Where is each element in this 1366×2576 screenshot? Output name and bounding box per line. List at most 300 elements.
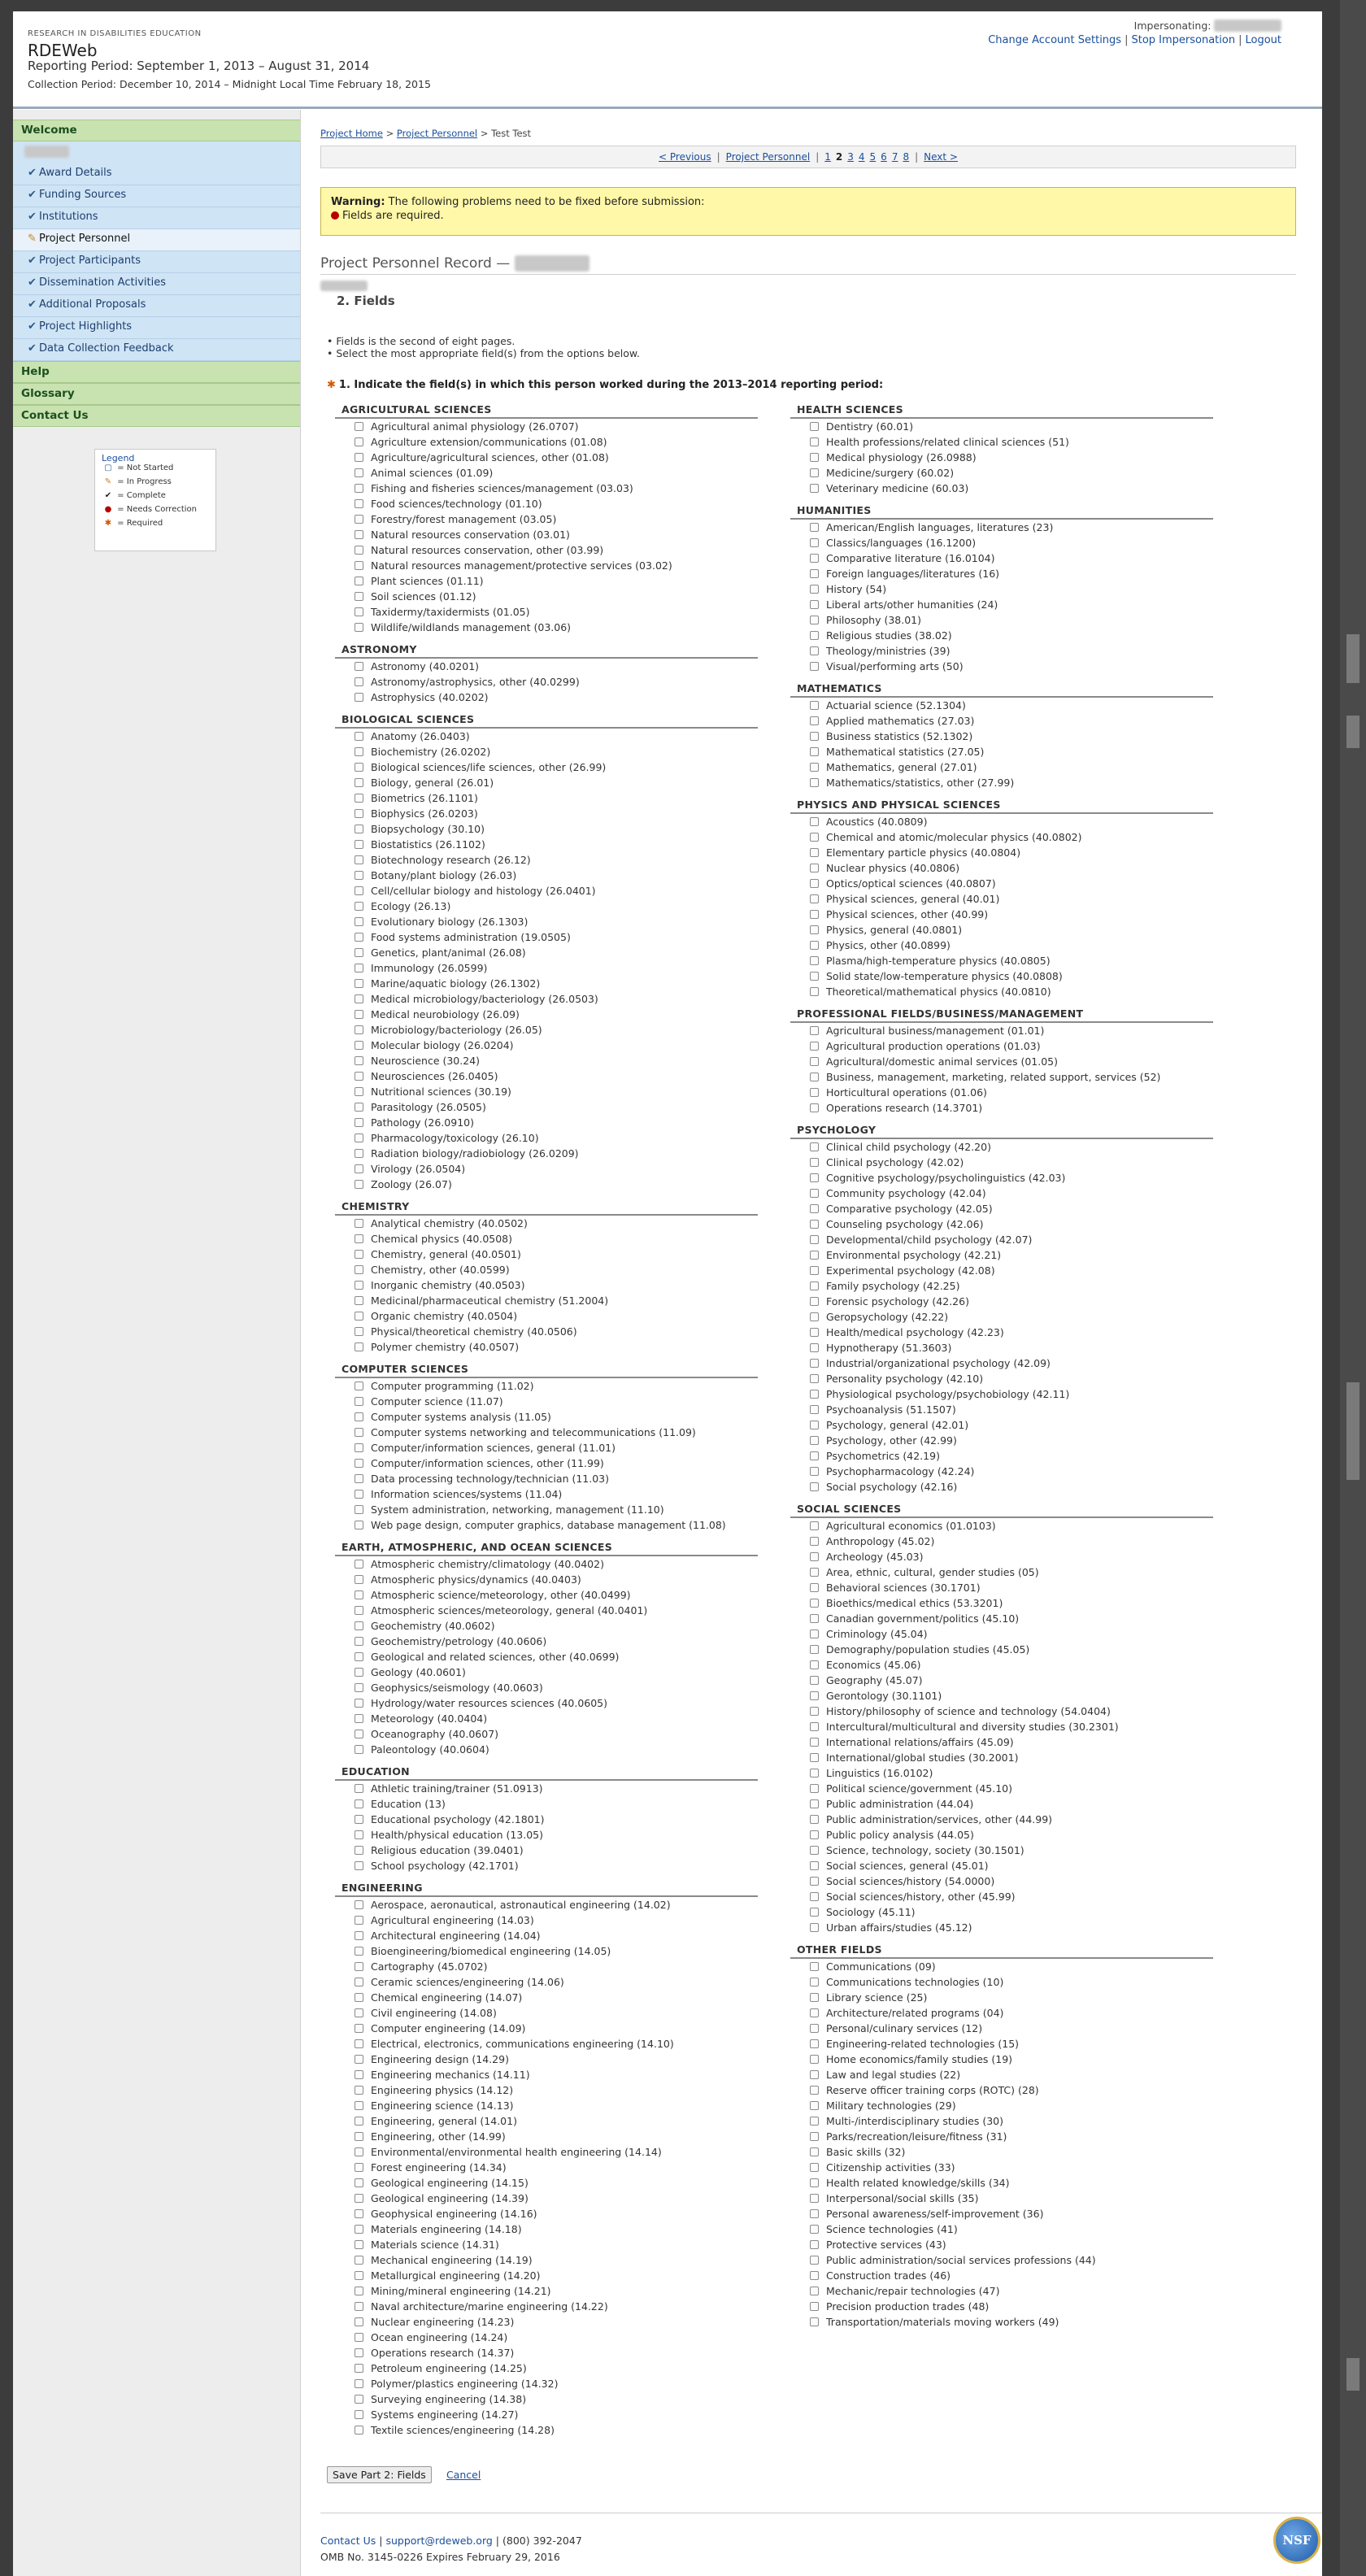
field-checkbox[interactable] xyxy=(810,1088,819,1097)
field-option-label[interactable]: Social sciences, general (45.01) xyxy=(826,1860,989,1872)
field-checkbox[interactable] xyxy=(810,1660,819,1669)
field-checkbox[interactable] xyxy=(810,1405,819,1414)
field-checkbox[interactable] xyxy=(810,716,819,725)
field-option-label[interactable]: Systems engineering (14.27) xyxy=(371,2408,519,2421)
field-checkbox[interactable] xyxy=(810,631,819,640)
field-option-label[interactable]: Animal sciences (01.09) xyxy=(371,467,494,479)
field-option-label[interactable]: Biotechnology research (26.12) xyxy=(371,854,531,866)
field-option-label[interactable]: Personality psychology (42.10) xyxy=(826,1373,984,1385)
field-option-label[interactable]: Multi-/interdisciplinary studies (30) xyxy=(826,2115,1003,2127)
field-checkbox[interactable] xyxy=(810,1173,819,1182)
field-checkbox[interactable] xyxy=(810,1026,819,1035)
field-checkbox[interactable] xyxy=(355,1219,363,1228)
field-checkbox[interactable] xyxy=(355,1652,363,1661)
field-option-label[interactable]: Polymer chemistry (40.0507) xyxy=(371,1341,520,1353)
field-checkbox[interactable] xyxy=(810,1343,819,1352)
field-option-label[interactable]: Psychometrics (42.19) xyxy=(826,1450,940,1462)
field-option-label[interactable]: Geography (45.07) xyxy=(826,1674,923,1686)
field-checkbox[interactable] xyxy=(810,972,819,981)
nav-contact-us[interactable]: Contact Us xyxy=(13,405,300,427)
field-checkbox[interactable] xyxy=(810,1235,819,1244)
field-option-label[interactable]: Military technologies (29) xyxy=(826,2100,956,2112)
field-checkbox[interactable] xyxy=(810,2194,819,2203)
field-checkbox[interactable] xyxy=(355,1149,363,1158)
field-option-label[interactable]: Geophysics/seismology (40.0603) xyxy=(371,1682,543,1694)
field-checkbox[interactable] xyxy=(810,1676,819,1685)
field-checkbox[interactable] xyxy=(355,1560,363,1569)
field-option-label[interactable]: Molecular biology (26.0204) xyxy=(371,1039,514,1051)
field-option-label[interactable]: Cognitive psychology/psycholinguistics (42.03) xyxy=(826,1172,1066,1184)
field-checkbox[interactable] xyxy=(355,2132,363,2141)
field-checkbox[interactable] xyxy=(355,437,363,446)
field-option-label[interactable]: Forestry/forest management (03.05) xyxy=(371,513,557,525)
field-option-label[interactable]: Atmospheric chemistry/climatology (40.0402) xyxy=(371,1558,604,1570)
field-checkbox[interactable] xyxy=(355,2008,363,2017)
field-checkbox[interactable] xyxy=(355,2256,363,2265)
field-option-label[interactable]: Economics (45.06) xyxy=(826,1659,921,1671)
field-checkbox[interactable] xyxy=(810,1568,819,1577)
field-option-label[interactable]: Aerospace, aeronautical, astronautical engineering (14.02) xyxy=(371,1899,671,1911)
field-option-label[interactable]: Personal/culinary services (12) xyxy=(826,2022,983,2034)
field-option-label[interactable]: Metallurgical engineering (14.20) xyxy=(371,2269,541,2282)
field-option-label[interactable]: Computer engineering (14.09) xyxy=(371,2022,526,2034)
field-checkbox[interactable] xyxy=(810,1281,819,1290)
field-option-label[interactable]: Biometrics (26.1101) xyxy=(371,792,478,804)
field-option-label[interactable]: Astronomy/astrophysics, other (40.0299) xyxy=(371,676,580,688)
page-link-7[interactable]: 7 xyxy=(891,151,898,163)
field-option-label[interactable]: Biostatistics (26.1102) xyxy=(371,838,485,851)
field-option-label[interactable]: Geochemistry/petrology (40.0606) xyxy=(371,1635,547,1647)
field-checkbox[interactable] xyxy=(810,616,819,624)
field-option-label[interactable]: Botany/plant biology (26.03) xyxy=(371,869,517,881)
field-checkbox[interactable] xyxy=(355,1342,363,1351)
field-checkbox[interactable] xyxy=(810,2070,819,2079)
field-checkbox[interactable] xyxy=(355,1521,363,1530)
field-checkbox[interactable] xyxy=(810,1892,819,1901)
field-checkbox[interactable] xyxy=(810,2256,819,2265)
field-option-label[interactable]: History/philosophy of science and technology (54.0404) xyxy=(826,1705,1111,1717)
field-checkbox[interactable] xyxy=(355,484,363,493)
field-option-label[interactable]: Family psychology (42.25) xyxy=(826,1280,960,1292)
field-option-label[interactable]: Immunology (26.0599) xyxy=(371,962,488,974)
breadcrumb-project-personnel[interactable]: Project Personnel xyxy=(396,128,478,139)
field-checkbox[interactable] xyxy=(355,561,363,570)
field-checkbox[interactable] xyxy=(810,1962,819,1971)
next-page-link[interactable]: Next > xyxy=(924,151,958,163)
field-checkbox[interactable] xyxy=(810,833,819,842)
field-checkbox[interactable] xyxy=(355,2178,363,2187)
field-option-label[interactable]: Business, management, marketing, related support, services (52) xyxy=(826,1071,1161,1083)
field-checkbox[interactable] xyxy=(355,763,363,772)
field-checkbox[interactable] xyxy=(810,1707,819,1716)
field-checkbox[interactable] xyxy=(810,2302,819,2311)
field-option-label[interactable]: Counseling psychology (42.06) xyxy=(826,1218,984,1230)
sidebar-item-project-highlights[interactable] xyxy=(13,317,300,339)
logout-link[interactable]: Logout xyxy=(1245,34,1281,46)
field-checkbox[interactable] xyxy=(355,2147,363,2156)
field-checkbox[interactable] xyxy=(355,1799,363,1808)
field-option-label[interactable]: Biological sciences/life sciences, other (26.99) xyxy=(371,761,607,773)
field-option-label[interactable]: Agricultural business/management (01.01) xyxy=(826,1025,1045,1037)
field-checkbox[interactable] xyxy=(810,2008,819,2017)
field-checkbox[interactable] xyxy=(355,979,363,988)
field-checkbox[interactable] xyxy=(810,1467,819,1476)
field-option-label[interactable]: Environmental/environmental health engineering (14.14) xyxy=(371,2146,662,2158)
field-option-label[interactable]: Computer science (11.07) xyxy=(371,1395,503,1408)
field-option-label[interactable]: Chemistry, other (40.0599) xyxy=(371,1264,510,1276)
field-checkbox[interactable] xyxy=(355,2410,363,2419)
field-checkbox[interactable] xyxy=(355,2225,363,2234)
field-checkbox[interactable] xyxy=(355,693,363,702)
field-option-label[interactable]: Public policy analysis (44.05) xyxy=(826,1829,974,1841)
field-option-label[interactable]: Protective services (43) xyxy=(826,2239,946,2251)
field-checkbox[interactable] xyxy=(810,1482,819,1491)
field-option-label[interactable]: Health related knowledge/skills (34) xyxy=(826,2177,1010,2189)
field-option-label[interactable]: Philosophy (38.01) xyxy=(826,614,921,626)
field-option-label[interactable]: Data processing technology/technician (11.03) xyxy=(371,1473,609,1485)
field-checkbox[interactable] xyxy=(355,2333,363,2342)
field-checkbox[interactable] xyxy=(355,1962,363,1971)
field-checkbox[interactable] xyxy=(810,2132,819,2141)
field-option-label[interactable]: Communications (09) xyxy=(826,1960,936,1973)
field-option-label[interactable]: Oceanography (40.0607) xyxy=(371,1728,499,1740)
field-option-label[interactable]: Natural resources conservation (03.01) xyxy=(371,529,570,541)
field-checkbox[interactable] xyxy=(810,437,819,446)
field-checkbox[interactable] xyxy=(355,2271,363,2280)
field-option-label[interactable]: Food systems administration (19.0505) xyxy=(371,931,571,943)
field-checkbox[interactable] xyxy=(355,2426,363,2435)
field-checkbox[interactable] xyxy=(355,1459,363,1468)
field-checkbox[interactable] xyxy=(355,1382,363,1390)
field-checkbox[interactable] xyxy=(355,1118,363,1127)
field-option-label[interactable]: Health/medical psychology (42.23) xyxy=(826,1326,1004,1338)
field-checkbox[interactable] xyxy=(355,1265,363,1274)
field-option-label[interactable]: Petroleum engineering (14.25) xyxy=(371,2362,527,2374)
cancel-link[interactable]: Cancel xyxy=(446,2469,481,2481)
field-option-label[interactable]: Virology (26.0504) xyxy=(371,1163,466,1175)
field-checkbox[interactable] xyxy=(355,1590,363,1599)
field-checkbox[interactable] xyxy=(810,468,819,477)
field-checkbox[interactable] xyxy=(355,1087,363,1096)
field-option-label[interactable]: Optics/optical sciences (40.0807) xyxy=(826,877,996,890)
field-option-label[interactable]: Business statistics (52.1302) xyxy=(826,730,973,742)
field-checkbox[interactable] xyxy=(355,2364,363,2373)
field-option-label[interactable]: Wildlife/wildlands management (03.06) xyxy=(371,621,572,633)
field-option-label[interactable]: Interpersonal/social skills (35) xyxy=(826,2192,979,2204)
field-option-label[interactable]: Textile sciences/engineering (14.28) xyxy=(371,2424,555,2436)
field-option-label[interactable]: Ecology (26.13) xyxy=(371,900,451,912)
field-option-label[interactable]: Physical sciences, other (40.99) xyxy=(826,908,989,920)
field-checkbox[interactable] xyxy=(355,1234,363,1243)
field-option-label[interactable]: Computer systems networking and telecommunications (11.09) xyxy=(371,1426,696,1438)
field-option-label[interactable]: Organic chemistry (40.0504) xyxy=(371,1310,518,1322)
field-checkbox[interactable] xyxy=(355,1312,363,1321)
field-option-label[interactable]: Meteorology (40.0404) xyxy=(371,1712,488,1725)
field-option-label[interactable]: Mining/mineral engineering (14.21) xyxy=(371,2285,551,2297)
nav-glossary[interactable]: Glossary xyxy=(13,383,300,405)
footer-contact-link[interactable]: Contact Us xyxy=(320,2535,376,2547)
breadcrumb-project-home[interactable]: Project Home xyxy=(320,128,383,139)
field-checkbox[interactable] xyxy=(355,1699,363,1708)
field-option-label[interactable]: Agriculture extension/communications (01.08) xyxy=(371,436,607,448)
field-option-label[interactable]: Psychoanalysis (51.1507) xyxy=(826,1403,956,1416)
field-option-label[interactable]: Science technologies (41) xyxy=(826,2223,958,2235)
field-option-label[interactable]: Medical neurobiology (26.09) xyxy=(371,1008,520,1020)
field-checkbox[interactable] xyxy=(810,2178,819,2187)
field-checkbox[interactable] xyxy=(810,1312,819,1321)
field-option-label[interactable]: Theology/ministries (39) xyxy=(826,645,951,657)
field-checkbox[interactable] xyxy=(355,1134,363,1142)
sidebar-item-dissemination-activities[interactable] xyxy=(13,273,300,295)
field-checkbox[interactable] xyxy=(810,925,819,934)
field-option-label[interactable]: Physical/theoretical chemistry (40.0506) xyxy=(371,1325,577,1338)
field-checkbox[interactable] xyxy=(810,987,819,996)
field-checkbox[interactable] xyxy=(355,1296,363,1305)
field-option-label[interactable]: Actuarial science (52.1304) xyxy=(826,699,966,711)
field-option-label[interactable]: Social psychology (42.16) xyxy=(826,1481,958,1493)
field-checkbox[interactable] xyxy=(355,2317,363,2326)
field-option-label[interactable]: Geological and related sciences, other (40.0699) xyxy=(371,1651,620,1663)
field-checkbox[interactable] xyxy=(810,1583,819,1592)
field-checkbox[interactable] xyxy=(810,2101,819,2110)
field-checkbox[interactable] xyxy=(355,422,363,431)
field-option-label[interactable]: Communications technologies (10) xyxy=(826,1976,1004,1988)
field-checkbox[interactable] xyxy=(810,2117,819,2126)
field-checkbox[interactable] xyxy=(810,2024,819,2033)
field-option-label[interactable]: Atmospheric science/meteorology, other (40.0499) xyxy=(371,1589,631,1601)
field-option-label[interactable]: Marine/aquatic biology (26.1302) xyxy=(371,977,541,990)
field-option-label[interactable]: Materials science (14.31) xyxy=(371,2239,499,2251)
field-checkbox[interactable] xyxy=(355,1250,363,1259)
field-option-label[interactable]: Personal awareness/self-improvement (36) xyxy=(826,2208,1044,2220)
field-checkbox[interactable] xyxy=(810,910,819,919)
scrollbar-thumb[interactable] xyxy=(1346,634,1359,683)
previous-page-link[interactable]: < Previous xyxy=(659,151,711,163)
page-link-4[interactable]: 4 xyxy=(858,151,865,163)
field-checkbox[interactable] xyxy=(810,1297,819,1306)
field-checkbox[interactable] xyxy=(810,894,819,903)
field-checkbox[interactable] xyxy=(810,1769,819,1778)
field-option-label[interactable]: Mathematics, general (27.01) xyxy=(826,761,977,773)
field-option-label[interactable]: Mathematics/statistics, other (27.99) xyxy=(826,777,1015,789)
field-option-label[interactable]: Comparative literature (16.0104) xyxy=(826,552,995,564)
field-option-label[interactable]: Food sciences/technology (01.10) xyxy=(371,498,542,510)
field-checkbox[interactable] xyxy=(810,864,819,872)
field-option-label[interactable]: Horticultural operations (01.06) xyxy=(826,1086,987,1099)
field-checkbox[interactable] xyxy=(810,848,819,857)
field-checkbox[interactable] xyxy=(810,453,819,462)
field-checkbox[interactable] xyxy=(810,1158,819,1167)
field-option-label[interactable]: Geological engineering (14.39) xyxy=(371,2192,529,2204)
field-checkbox[interactable] xyxy=(810,1537,819,1546)
field-option-label[interactable]: Agricultural engineering (14.03) xyxy=(371,1914,534,1926)
field-checkbox[interactable] xyxy=(810,2271,819,2280)
field-checkbox[interactable] xyxy=(355,871,363,880)
field-option-label[interactable]: Law and legal studies (22) xyxy=(826,2069,961,2081)
field-option-label[interactable]: Web page design, computer graphics, database management (11.08) xyxy=(371,1519,726,1531)
field-option-label[interactable]: Transportation/materials moving workers (49) xyxy=(826,2316,1059,2328)
field-checkbox[interactable] xyxy=(810,484,819,493)
page-link-1[interactable]: 1 xyxy=(824,151,831,163)
field-option-label[interactable]: Geological engineering (14.15) xyxy=(371,2177,529,2189)
field-option-label[interactable]: Community psychology (42.04) xyxy=(826,1187,986,1199)
field-checkbox[interactable] xyxy=(810,1436,819,1445)
field-checkbox[interactable] xyxy=(355,1916,363,1925)
field-checkbox[interactable] xyxy=(355,1931,363,1940)
field-checkbox[interactable] xyxy=(355,1730,363,1738)
field-checkbox[interactable] xyxy=(355,530,363,539)
field-option-label[interactable]: Cell/cellular biology and histology (26.0401) xyxy=(371,885,596,897)
field-option-label[interactable]: Physics, general (40.0801) xyxy=(826,924,963,936)
field-checkbox[interactable] xyxy=(810,1830,819,1839)
field-checkbox[interactable] xyxy=(810,879,819,888)
field-checkbox[interactable] xyxy=(355,994,363,1003)
field-checkbox[interactable] xyxy=(810,1738,819,1747)
field-checkbox[interactable] xyxy=(810,1908,819,1917)
scrollbar[interactable] xyxy=(1340,0,1366,2576)
field-checkbox[interactable] xyxy=(355,1606,363,1615)
field-option-label[interactable]: Architectural engineering (14.04) xyxy=(371,1930,541,1942)
field-checkbox[interactable] xyxy=(355,2055,363,2064)
field-checkbox[interactable] xyxy=(355,732,363,741)
field-checkbox[interactable] xyxy=(355,747,363,756)
sidebar-item-additional-proposals[interactable] xyxy=(13,295,300,317)
field-checkbox[interactable] xyxy=(355,1041,363,1050)
field-option-label[interactable]: American/English languages, literatures (23) xyxy=(826,521,1054,533)
field-checkbox[interactable] xyxy=(810,1042,819,1051)
field-checkbox[interactable] xyxy=(355,2302,363,2311)
field-option-label[interactable]: Health professions/related clinical sciences (51) xyxy=(826,436,1069,448)
field-checkbox[interactable] xyxy=(810,763,819,772)
field-option-label[interactable]: Biochemistry (26.0202) xyxy=(371,746,491,758)
field-option-label[interactable]: Public administration/social services professions (44) xyxy=(826,2254,1096,2266)
field-option-label[interactable]: Psychopharmacology (42.24) xyxy=(826,1465,975,1477)
field-option-label[interactable]: Geochemistry (40.0602) xyxy=(371,1620,495,1632)
field-option-label[interactable]: Education (13) xyxy=(371,1798,446,1810)
field-checkbox[interactable] xyxy=(810,732,819,741)
field-option-label[interactable]: Public administration (44.04) xyxy=(826,1798,974,1810)
field-checkbox[interactable] xyxy=(810,1630,819,1638)
field-option-label[interactable]: Information sciences/systems (11.04) xyxy=(371,1488,563,1500)
field-option-label[interactable]: Science, technology, society (30.1501) xyxy=(826,1844,1024,1856)
sidebar-item-award-details[interactable] xyxy=(13,163,300,185)
field-checkbox[interactable] xyxy=(355,2194,363,2203)
field-option-label[interactable]: Intercultural/multicultural and diversity studies (30.2301) xyxy=(826,1721,1119,1733)
field-checkbox[interactable] xyxy=(355,2348,363,2357)
field-option-label[interactable]: Chemical and atomic/molecular physics (40.0802) xyxy=(826,831,1082,843)
field-option-label[interactable]: Visual/performing arts (50) xyxy=(826,660,964,672)
field-checkbox[interactable] xyxy=(810,1204,819,1213)
field-option-label[interactable]: Behavioral sciences (30.1701) xyxy=(826,1582,981,1594)
field-option-label[interactable]: Nuclear engineering (14.23) xyxy=(371,2316,515,2328)
field-checkbox[interactable] xyxy=(810,2225,819,2234)
field-option-label[interactable]: Citizenship activities (33) xyxy=(826,2161,955,2174)
field-option-label[interactable]: Geophysical engineering (14.16) xyxy=(371,2208,537,2220)
page-link-3[interactable]: 3 xyxy=(847,151,854,163)
field-option-label[interactable]: Mathematical statistics (27.05) xyxy=(826,746,985,758)
field-option-label[interactable]: Inorganic chemistry (40.0503) xyxy=(371,1279,525,1291)
field-option-label[interactable]: Athletic training/trainer (51.0913) xyxy=(371,1782,543,1795)
field-checkbox[interactable] xyxy=(355,2240,363,2249)
field-option-label[interactable]: Paleontology (40.0604) xyxy=(371,1743,489,1756)
field-checkbox[interactable] xyxy=(355,825,363,833)
field-option-label[interactable]: Library science (25) xyxy=(826,1991,928,2004)
field-option-label[interactable]: Nutritional sciences (30.19) xyxy=(371,1086,511,1098)
field-option-label[interactable]: Ceramic sciences/engineering (14.06) xyxy=(371,1976,564,1988)
field-option-label[interactable]: Zoology (26.07) xyxy=(371,1178,452,1190)
field-checkbox[interactable] xyxy=(355,1281,363,1290)
field-option-label[interactable]: Agricultural production operations (01.03) xyxy=(826,1040,1041,1052)
field-option-label[interactable]: Chemical physics (40.0508) xyxy=(371,1233,513,1245)
field-option-label[interactable]: Chemical engineering (14.07) xyxy=(371,1991,523,2004)
field-option-label[interactable]: Medicinal/pharmaceutical chemistry (51.2004) xyxy=(371,1295,609,1307)
field-option-label[interactable]: Soil sciences (01.12) xyxy=(371,590,476,603)
field-option-label[interactable]: Acoustics (40.0809) xyxy=(826,816,928,828)
field-option-label[interactable]: Precision production trades (48) xyxy=(826,2300,990,2313)
field-checkbox[interactable] xyxy=(355,1575,363,1584)
field-checkbox[interactable] xyxy=(810,1923,819,1932)
field-option-label[interactable]: Natural resources conservation, other (03.99) xyxy=(371,544,604,556)
field-checkbox[interactable] xyxy=(810,817,819,826)
field-option-label[interactable]: Nuclear physics (40.0806) xyxy=(826,862,960,874)
field-option-label[interactable]: Materials engineering (14.18) xyxy=(371,2223,522,2235)
field-checkbox[interactable] xyxy=(355,948,363,957)
field-checkbox[interactable] xyxy=(810,1266,819,1275)
field-checkbox[interactable] xyxy=(810,1390,819,1399)
field-checkbox[interactable] xyxy=(355,607,363,616)
field-option-label[interactable]: Sociology (45.11) xyxy=(826,1906,916,1918)
field-option-label[interactable]: Mechanical engineering (14.19) xyxy=(371,2254,533,2266)
field-option-label[interactable]: Pathology (26.0910) xyxy=(371,1116,474,1129)
field-checkbox[interactable] xyxy=(810,1142,819,1151)
field-option-label[interactable]: Naval architecture/marine engineering (14.22) xyxy=(371,2300,608,2313)
field-checkbox[interactable] xyxy=(355,2163,363,2172)
field-checkbox[interactable] xyxy=(810,1421,819,1429)
field-option-label[interactable]: Developmental/child psychology (42.07) xyxy=(826,1234,1033,1246)
field-option-label[interactable]: Biopsychology (30.10) xyxy=(371,823,485,835)
field-option-label[interactable]: Atmospheric sciences/meteorology, general (40.0401) xyxy=(371,1604,648,1617)
field-checkbox[interactable] xyxy=(810,2209,819,2218)
field-checkbox[interactable] xyxy=(355,1056,363,1065)
field-option-label[interactable]: Forensic psychology (42.26) xyxy=(826,1295,969,1308)
field-checkbox[interactable] xyxy=(810,523,819,532)
field-checkbox[interactable] xyxy=(810,941,819,950)
field-checkbox[interactable] xyxy=(810,538,819,547)
field-option-label[interactable]: Engineering physics (14.12) xyxy=(371,2084,514,2096)
field-option-label[interactable]: Comparative psychology (42.05) xyxy=(826,1203,993,1215)
field-checkbox[interactable] xyxy=(810,1815,819,1824)
field-option-label[interactable]: Dentistry (60.01) xyxy=(826,420,914,433)
field-option-label[interactable]: Surveying engineering (14.38) xyxy=(371,2393,527,2405)
field-option-label[interactable]: Cartography (45.0702) xyxy=(371,1960,488,1973)
field-option-label[interactable]: Home economics/family studies (19) xyxy=(826,2053,1013,2065)
field-option-label[interactable]: Archeology (45.03) xyxy=(826,1551,924,1563)
field-option-label[interactable]: Liberal arts/other humanities (24) xyxy=(826,598,998,611)
field-checkbox[interactable] xyxy=(355,2287,363,2295)
field-option-label[interactable]: History (54) xyxy=(826,583,887,595)
field-checkbox[interactable] xyxy=(355,677,363,686)
field-option-label[interactable]: Analytical chemistry (40.0502) xyxy=(371,1217,528,1229)
field-checkbox[interactable] xyxy=(810,1645,819,1654)
field-checkbox[interactable] xyxy=(355,592,363,601)
field-checkbox[interactable] xyxy=(810,2055,819,2064)
field-checkbox[interactable] xyxy=(355,1474,363,1483)
field-option-label[interactable]: Medicine/surgery (60.02) xyxy=(826,467,955,479)
field-option-label[interactable]: System administration, networking, management (11.10) xyxy=(371,1503,664,1516)
field-checkbox[interactable] xyxy=(355,2395,363,2404)
field-option-label[interactable]: Atmospheric physics/dynamics (40.0403) xyxy=(371,1573,581,1586)
field-option-label[interactable]: Biology, general (26.01) xyxy=(371,777,494,789)
